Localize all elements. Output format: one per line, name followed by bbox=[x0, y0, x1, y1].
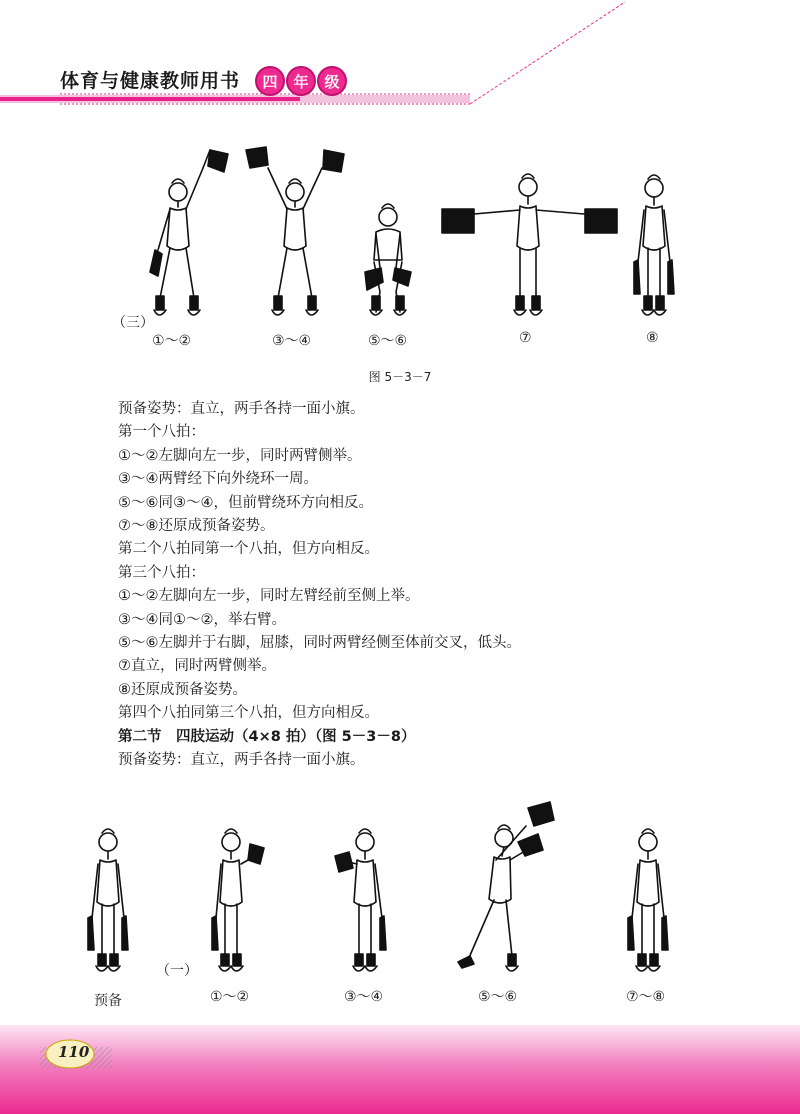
text-line: 第四个八拍同第三个八拍，但方向相反。 bbox=[118, 705, 379, 722]
exercise-illustrations-bottom bbox=[0, 790, 800, 1020]
figure-5-3-7 bbox=[0, 0, 800, 360]
figure-label: ③～④ bbox=[272, 333, 312, 349]
text-line: ⑤～⑥同③～④，但前臂绕环方向相反。 bbox=[118, 494, 373, 511]
figure-label: ①～② bbox=[210, 989, 250, 1005]
gymnast-figure-1-2 bbox=[212, 829, 264, 971]
grade-badge-char: 年 bbox=[286, 66, 316, 96]
page-footer bbox=[0, 1025, 800, 1114]
figure-label: ⑦～⑧ bbox=[626, 989, 666, 1005]
grade-badge-char: 四 bbox=[255, 66, 285, 96]
page-number: 110 bbox=[58, 1043, 90, 1061]
text-line: 第二个八拍同第一个八拍，但方向相反。 bbox=[118, 541, 379, 558]
instruction-text bbox=[118, 398, 678, 773]
gymnast-figure-7-8 bbox=[628, 829, 668, 971]
text-line: 预备姿势：直立，两手各持一面小旗。 bbox=[118, 401, 365, 417]
figure-label: ③～④ bbox=[344, 989, 384, 1005]
figure-label: ⑤～⑥ bbox=[478, 989, 518, 1005]
figure-caption: 图 5－3－7 bbox=[368, 370, 432, 384]
text-line: ⑦直立，同时两臂侧举。 bbox=[118, 658, 276, 675]
figure-5-3-8 bbox=[0, 790, 800, 1020]
exercise-illustrations-top bbox=[0, 0, 800, 360]
gymnast-figure-8 bbox=[634, 175, 674, 315]
figure-label: ⑦ bbox=[519, 330, 532, 346]
book-title: 体育与健康教师用书 bbox=[60, 70, 241, 92]
gymnast-figure-7 bbox=[442, 174, 617, 315]
gymnast-figure-ready bbox=[88, 829, 128, 971]
gymnast-figure-5-6 bbox=[365, 204, 411, 315]
text-line: 预备姿势：直立，两手各持一面小旗。 bbox=[118, 752, 365, 769]
gymnast-figure-3-4 bbox=[246, 147, 344, 315]
text-line: 第一个八拍： bbox=[118, 424, 205, 441]
text-line: ③～④同①～②，举右臂。 bbox=[118, 611, 286, 628]
text-line: ⑦～⑧还原成预备姿势。 bbox=[118, 518, 275, 535]
text-line: ①～②左脚向左一步，同时两臂侧举。 bbox=[118, 447, 362, 464]
section-mark: （一） bbox=[156, 963, 198, 979]
text-line: 第三个八拍： bbox=[118, 564, 205, 581]
gymnast-figure-1-2 bbox=[150, 150, 228, 315]
figure-label: ⑧ bbox=[646, 330, 659, 346]
section-mark: （三） bbox=[112, 315, 154, 331]
section-heading: 第二节 四肢运动（4×8 拍）（图 5－3－8） bbox=[118, 728, 416, 745]
figure-label: ①～② bbox=[152, 333, 192, 349]
text-line: ⑤～⑥左脚并于右脚，屈膝，同时两臂经侧至体前交叉，低头。 bbox=[118, 635, 521, 652]
gymnast-figure-3-4 bbox=[335, 829, 386, 971]
figure-label: 预备 bbox=[94, 993, 122, 1009]
gymnast-figure-5-6 bbox=[458, 802, 554, 971]
text-line: ⑧还原成预备姿势。 bbox=[118, 681, 247, 698]
footer-decoration bbox=[0, 1025, 800, 1114]
grade-badge-char: 级 bbox=[317, 66, 347, 96]
text-line: ①～②左脚向左一步，同时左臂经前至侧上举。 bbox=[118, 588, 420, 605]
figure-label: ⑤～⑥ bbox=[368, 333, 408, 349]
text-line: ③～④两臂经下向外绕环一周。 bbox=[118, 471, 318, 488]
